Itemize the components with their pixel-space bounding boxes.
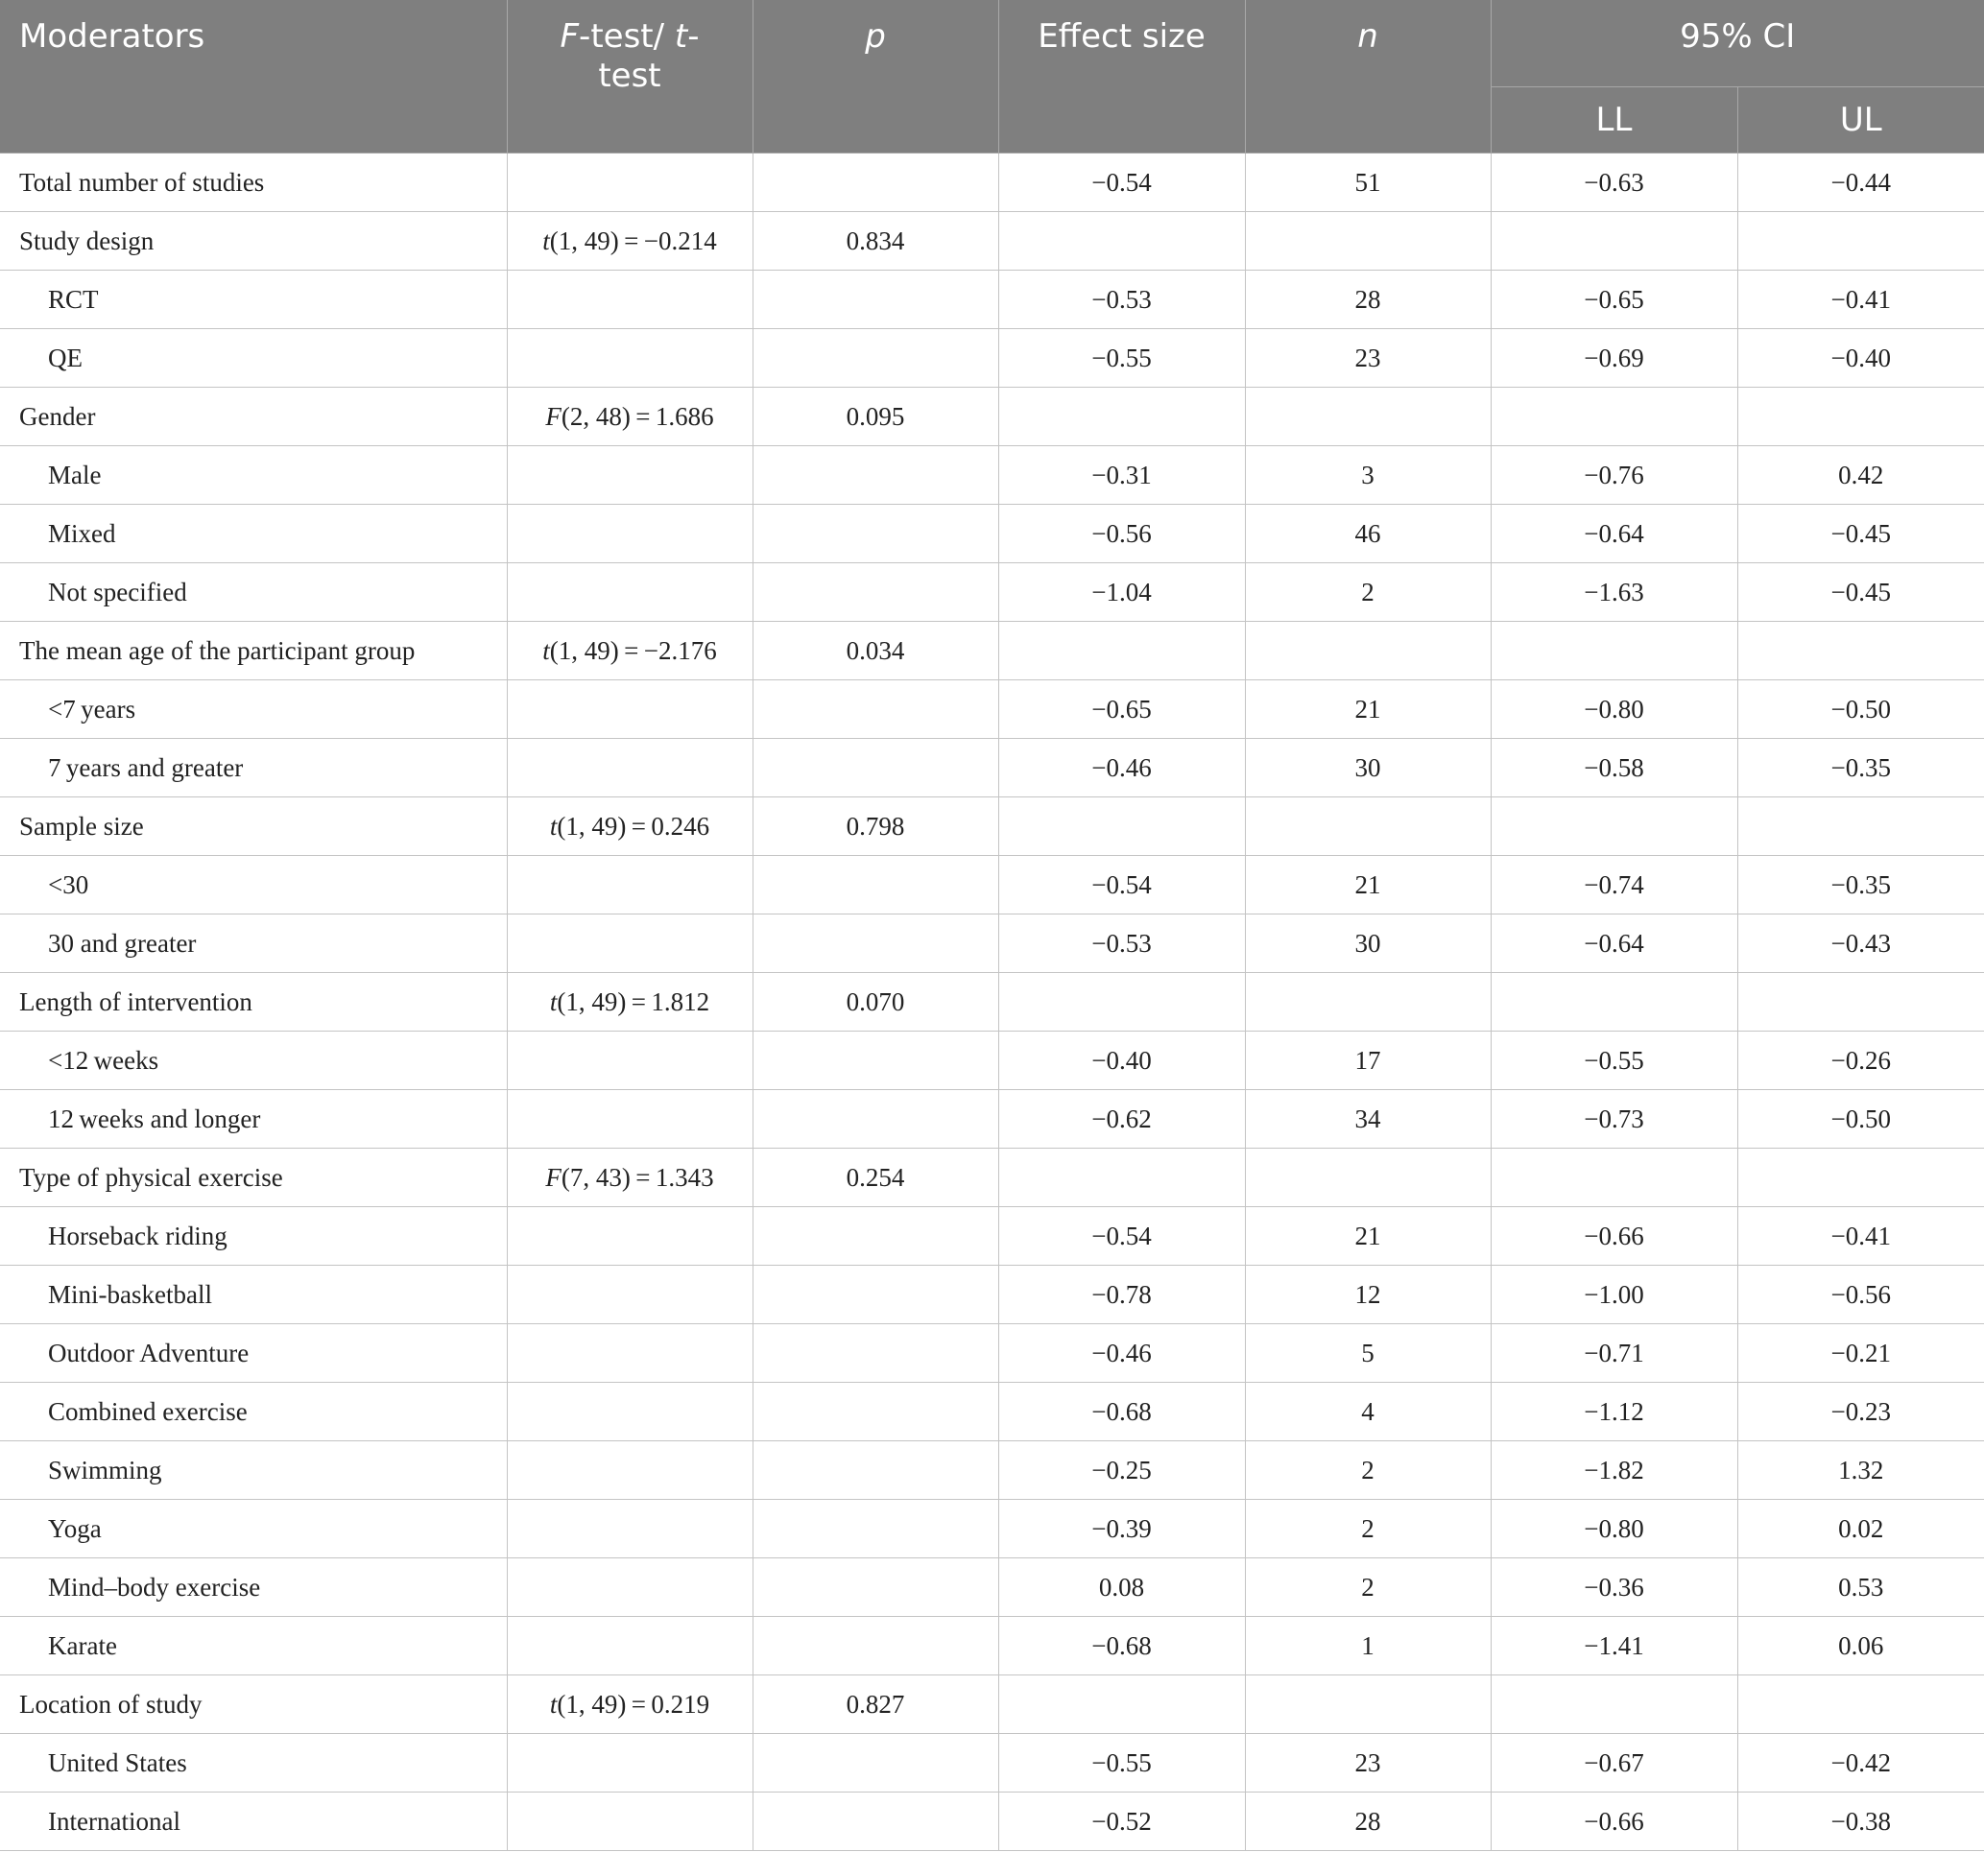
cell-p-value: 0.827 [753,1675,998,1734]
table-row [0,212,1984,271]
cell-test-statistic [507,1207,753,1266]
cell-effect-size: −0.56 [998,505,1245,563]
cell-p-value [753,271,998,329]
cell-n: 46 [1245,505,1491,563]
cell-ci-upper: −0.50 [1737,1090,1984,1149]
cell-n [1245,388,1491,446]
cell-effect-size: −0.65 [998,680,1245,739]
cell-test-statistic [507,1441,753,1500]
cell-ci-upper: 0.02 [1737,1500,1984,1558]
cell-effect-size: −0.68 [998,1383,1245,1441]
table-row [0,797,1984,856]
cell-n: 4 [1245,1383,1491,1441]
table-row [0,388,1984,446]
table-header [0,0,1984,154]
cell-effect-size: −0.31 [998,446,1245,505]
cell-effect-size: −0.54 [998,856,1245,914]
cell-moderator: 12 weeks and longer [0,1090,507,1149]
cell-moderator: Location of study [0,1675,507,1734]
cell-ci-lower: −0.36 [1491,1558,1737,1617]
cell-moderator: <12 weeks [0,1032,507,1090]
stat-letter: t [542,226,550,255]
cell-n: 2 [1245,1441,1491,1500]
cell-test-statistic [507,680,753,739]
cell-ci-upper: −0.23 [1737,1383,1984,1441]
cell-moderator: Mind–body exercise [0,1558,507,1617]
cell-test-statistic [507,1149,753,1207]
cell-test-statistic [507,329,753,388]
cell-p-value: 0.095 [753,388,998,446]
cell-n: 12 [1245,1266,1491,1324]
cell-ci-lower: −1.41 [1491,1617,1737,1675]
table-row [0,1090,1984,1149]
header-moderators: Moderators [0,0,507,154]
stat-value: (1, 49) = 1.812 [557,986,710,1016]
cell-moderator: Horseback riding [0,1207,507,1266]
stat-value: (1, 49) = −0.214 [549,226,717,255]
cell-moderator: RCT [0,271,507,329]
cell-ci-upper: −0.41 [1737,271,1984,329]
cell-ci-upper: −0.26 [1737,1032,1984,1090]
cell-n: 30 [1245,739,1491,797]
cell-moderator: Not specified [0,563,507,622]
stat-letter: t [549,986,558,1016]
cell-effect-size: −0.54 [998,1207,1245,1266]
cell-n: 28 [1245,271,1491,329]
table-row [0,271,1984,329]
header-n: n [1245,0,1491,154]
cell-test-statistic [507,1324,753,1383]
cell-effect-size [998,797,1245,856]
cell-effect-size: −0.53 [998,914,1245,973]
table-row [0,680,1984,739]
table-row [0,1207,1984,1266]
cell-ci-lower: −0.55 [1491,1032,1737,1090]
cell-moderator: <30 [0,856,507,914]
table-row [0,1266,1984,1324]
cell-p-value: 0.034 [753,622,998,680]
cell-test-statistic [507,1500,753,1558]
cell-ci-lower: −0.63 [1491,154,1737,212]
cell-effect-size: −0.54 [998,154,1245,212]
cell-effect-size: −0.25 [998,1441,1245,1500]
cell-ci-lower [1491,388,1737,446]
cell-p-value [753,446,998,505]
stat-value: (7, 43) = 1.343 [561,1162,714,1192]
cell-ci-lower [1491,622,1737,680]
cell-effect-size [998,622,1245,680]
cell-n: 28 [1245,1793,1491,1851]
table-row [0,1675,1984,1734]
cell-n: 1 [1245,1617,1491,1675]
cell-ci-lower: −0.80 [1491,680,1737,739]
cell-ci-lower: −0.69 [1491,329,1737,388]
cell-moderator: Sample size [0,797,507,856]
cell-ci-upper: −0.56 [1737,1266,1984,1324]
cell-ci-upper [1737,1675,1984,1734]
cell-n: 5 [1245,1324,1491,1383]
cell-p-value [753,1500,998,1558]
cell-p-value: 0.254 [753,1149,998,1207]
stat-letter: t [549,811,558,841]
cell-moderator: Outdoor Adventure [0,1324,507,1383]
header-ul: UL [1737,87,1984,154]
cell-ci-lower: −0.66 [1491,1207,1737,1266]
cell-effect-size [998,388,1245,446]
cell-effect-size: −0.40 [998,1032,1245,1090]
cell-effect-size: 0.08 [998,1558,1245,1617]
cell-ci-upper: 0.53 [1737,1558,1984,1617]
cell-test-statistic [507,1793,753,1851]
cell-p-value [753,505,998,563]
cell-moderator: Yoga [0,1500,507,1558]
table-row [0,1032,1984,1090]
cell-p-value [753,1266,998,1324]
cell-n [1245,1675,1491,1734]
cell-test-statistic [507,154,753,212]
cell-ci-upper: 1.32 [1737,1441,1984,1500]
cell-test-statistic [507,914,753,973]
cell-n: 21 [1245,856,1491,914]
cell-p-value [753,1090,998,1149]
cell-ci-lower: −0.58 [1491,739,1737,797]
cell-effect-size: −0.62 [998,1090,1245,1149]
cell-ci-upper: −0.41 [1737,1207,1984,1266]
cell-effect-size: −0.53 [998,271,1245,329]
cell-n [1245,622,1491,680]
cell-effect-size [998,212,1245,271]
table-row [0,1793,1984,1851]
cell-effect-size: −0.39 [998,1500,1245,1558]
cell-test-statistic [507,797,753,856]
cell-n: 23 [1245,1734,1491,1793]
stat-letter: t [542,635,550,665]
cell-ci-upper: −0.50 [1737,680,1984,739]
cell-ci-upper: −0.21 [1737,1324,1984,1383]
table-row [0,1383,1984,1441]
table-row [0,1324,1984,1383]
cell-ci-lower: −0.65 [1491,271,1737,329]
cell-ci-upper: −0.35 [1737,856,1984,914]
header-effect-size: Effect size [998,0,1245,154]
cell-effect-size [998,973,1245,1032]
cell-effect-size: −0.55 [998,329,1245,388]
cell-test-statistic [507,973,753,1032]
cell-moderator: Combined exercise [0,1383,507,1441]
cell-ci-lower: −0.64 [1491,914,1737,973]
cell-ci-upper: −0.45 [1737,505,1984,563]
cell-ci-lower: −0.76 [1491,446,1737,505]
cell-n: 21 [1245,680,1491,739]
cell-moderator: The mean age of the participant group [0,622,507,680]
table-row [0,446,1984,505]
cell-moderator: Swimming [0,1441,507,1500]
cell-moderator: Male [0,446,507,505]
cell-ci-lower: −1.00 [1491,1266,1737,1324]
table-row [0,914,1984,973]
cell-effect-size: −0.46 [998,739,1245,797]
stat-value: (1, 49) = −2.176 [549,635,717,665]
cell-moderator: Gender [0,388,507,446]
cell-ci-upper: −0.40 [1737,329,1984,388]
cell-ci-lower: −1.12 [1491,1383,1737,1441]
table-row [0,1734,1984,1793]
table-row [0,739,1984,797]
cell-p-value [753,856,998,914]
cell-n [1245,973,1491,1032]
header-test-mid: -test/ [579,17,675,56]
cell-ci-lower [1491,1675,1737,1734]
cell-ci-lower [1491,212,1737,271]
cell-n [1245,212,1491,271]
cell-n: 51 [1245,154,1491,212]
cell-ci-upper [1737,388,1984,446]
cell-n [1245,797,1491,856]
cell-p-value [753,1324,998,1383]
cell-test-statistic [507,1675,753,1734]
cell-ci-lower: −0.71 [1491,1324,1737,1383]
cell-p-value [753,914,998,973]
cell-ci-lower: −0.67 [1491,1734,1737,1793]
cell-test-statistic [507,739,753,797]
cell-moderator: Mixed [0,505,507,563]
table-row [0,973,1984,1032]
cell-p-value: 0.798 [753,797,998,856]
cell-effect-size: −1.04 [998,563,1245,622]
table-row [0,505,1984,563]
cell-ci-upper [1737,622,1984,680]
header-p: p [753,0,998,154]
header-ci: 95% CI [1491,0,1984,87]
stat-letter: t [549,1689,558,1719]
cell-p-value [753,1032,998,1090]
header-test-t: t [674,17,688,56]
cell-test-statistic [507,1383,753,1441]
table-row [0,154,1984,212]
cell-moderator: 7 years and greater [0,739,507,797]
cell-n: 17 [1245,1032,1491,1090]
table-row [0,622,1984,680]
cell-moderator: United States [0,1734,507,1793]
cell-n: 30 [1245,914,1491,973]
cell-n: 3 [1245,446,1491,505]
cell-ci-upper [1737,212,1984,271]
cell-ci-lower: −0.64 [1491,505,1737,563]
cell-n: 34 [1245,1090,1491,1149]
cell-effect-size [998,1149,1245,1207]
cell-moderator: Length of intervention [0,973,507,1032]
cell-n: 2 [1245,563,1491,622]
cell-test-statistic [507,622,753,680]
stat-letter: F [545,1162,562,1192]
cell-test-statistic [507,271,753,329]
table-body [0,154,1984,1851]
cell-ci-upper [1737,797,1984,856]
cell-ci-upper: −0.45 [1737,563,1984,622]
cell-effect-size: −0.52 [998,1793,1245,1851]
cell-p-value: 0.070 [753,973,998,1032]
cell-test-statistic [507,1266,753,1324]
cell-ci-lower: −0.66 [1491,1793,1737,1851]
cell-test-statistic [507,212,753,271]
cell-test-statistic [507,1032,753,1090]
cell-n [1245,1149,1491,1207]
cell-p-value [753,1383,998,1441]
stat-value: (1, 49) = 0.246 [557,811,710,841]
cell-ci-upper: −0.43 [1737,914,1984,973]
header-test-suffix: -test [598,17,700,95]
cell-effect-size [998,1675,1245,1734]
cell-ci-lower [1491,797,1737,856]
cell-moderator: 30 and greater [0,914,507,973]
cell-moderator: Total number of studies [0,154,507,212]
table-row [0,1500,1984,1558]
cell-p-value [753,739,998,797]
cell-effect-size: −0.55 [998,1734,1245,1793]
cell-ci-lower [1491,1149,1737,1207]
cell-p-value [753,563,998,622]
cell-moderator: <7 years [0,680,507,739]
cell-p-value [753,1793,998,1851]
cell-ci-upper: −0.42 [1737,1734,1984,1793]
cell-ci-lower: −1.63 [1491,563,1737,622]
cell-ci-upper: 0.06 [1737,1617,1984,1675]
cell-moderator: QE [0,329,507,388]
cell-test-statistic [507,856,753,914]
cell-moderator: Mini-basketball [0,1266,507,1324]
cell-test-statistic [507,1617,753,1675]
cell-ci-upper [1737,973,1984,1032]
cell-test-statistic [507,446,753,505]
stat-value: (2, 48) = 1.686 [561,401,714,431]
cell-test-statistic [507,388,753,446]
header-test-f: F [560,17,580,56]
cell-moderator: Karate [0,1617,507,1675]
cell-effect-size: −0.78 [998,1266,1245,1324]
cell-p-value [753,1207,998,1266]
table-row [0,1558,1984,1617]
header-test [507,0,753,154]
cell-test-statistic [507,1734,753,1793]
cell-p-value [753,1441,998,1500]
cell-ci-upper [1737,1149,1984,1207]
stat-letter: F [545,401,562,431]
stat-value: (1, 49) = 0.219 [557,1689,710,1719]
cell-ci-lower: −0.73 [1491,1090,1737,1149]
cell-p-value [753,1558,998,1617]
cell-test-statistic [507,563,753,622]
cell-test-statistic [507,1090,753,1149]
table-row [0,329,1984,388]
cell-ci-lower [1491,973,1737,1032]
header-ll: LL [1491,87,1737,154]
cell-p-value [753,680,998,739]
cell-ci-upper: 0.42 [1737,446,1984,505]
cell-ci-upper: −0.35 [1737,739,1984,797]
cell-effect-size: −0.46 [998,1324,1245,1383]
cell-moderator: International [0,1793,507,1851]
cell-ci-upper: −0.38 [1737,1793,1984,1851]
cell-n: 23 [1245,329,1491,388]
cell-n: 2 [1245,1558,1491,1617]
table-row [0,563,1984,622]
cell-p-value [753,154,998,212]
cell-test-statistic [507,505,753,563]
cell-moderator: Type of physical exercise [0,1149,507,1207]
cell-test-statistic [507,1558,753,1617]
cell-ci-upper: −0.44 [1737,154,1984,212]
cell-p-value [753,329,998,388]
table-row [0,1441,1984,1500]
cell-ci-lower: −1.82 [1491,1441,1737,1500]
cell-n: 2 [1245,1500,1491,1558]
cell-ci-lower: −0.74 [1491,856,1737,914]
cell-p-value [753,1617,998,1675]
cell-p-value [753,1734,998,1793]
cell-p-value: 0.834 [753,212,998,271]
cell-effect-size: −0.68 [998,1617,1245,1675]
cell-ci-lower: −0.80 [1491,1500,1737,1558]
table-row [0,856,1984,914]
cell-moderator: Study design [0,212,507,271]
table-row [0,1617,1984,1675]
table-row [0,1149,1984,1207]
cell-n: 21 [1245,1207,1491,1266]
